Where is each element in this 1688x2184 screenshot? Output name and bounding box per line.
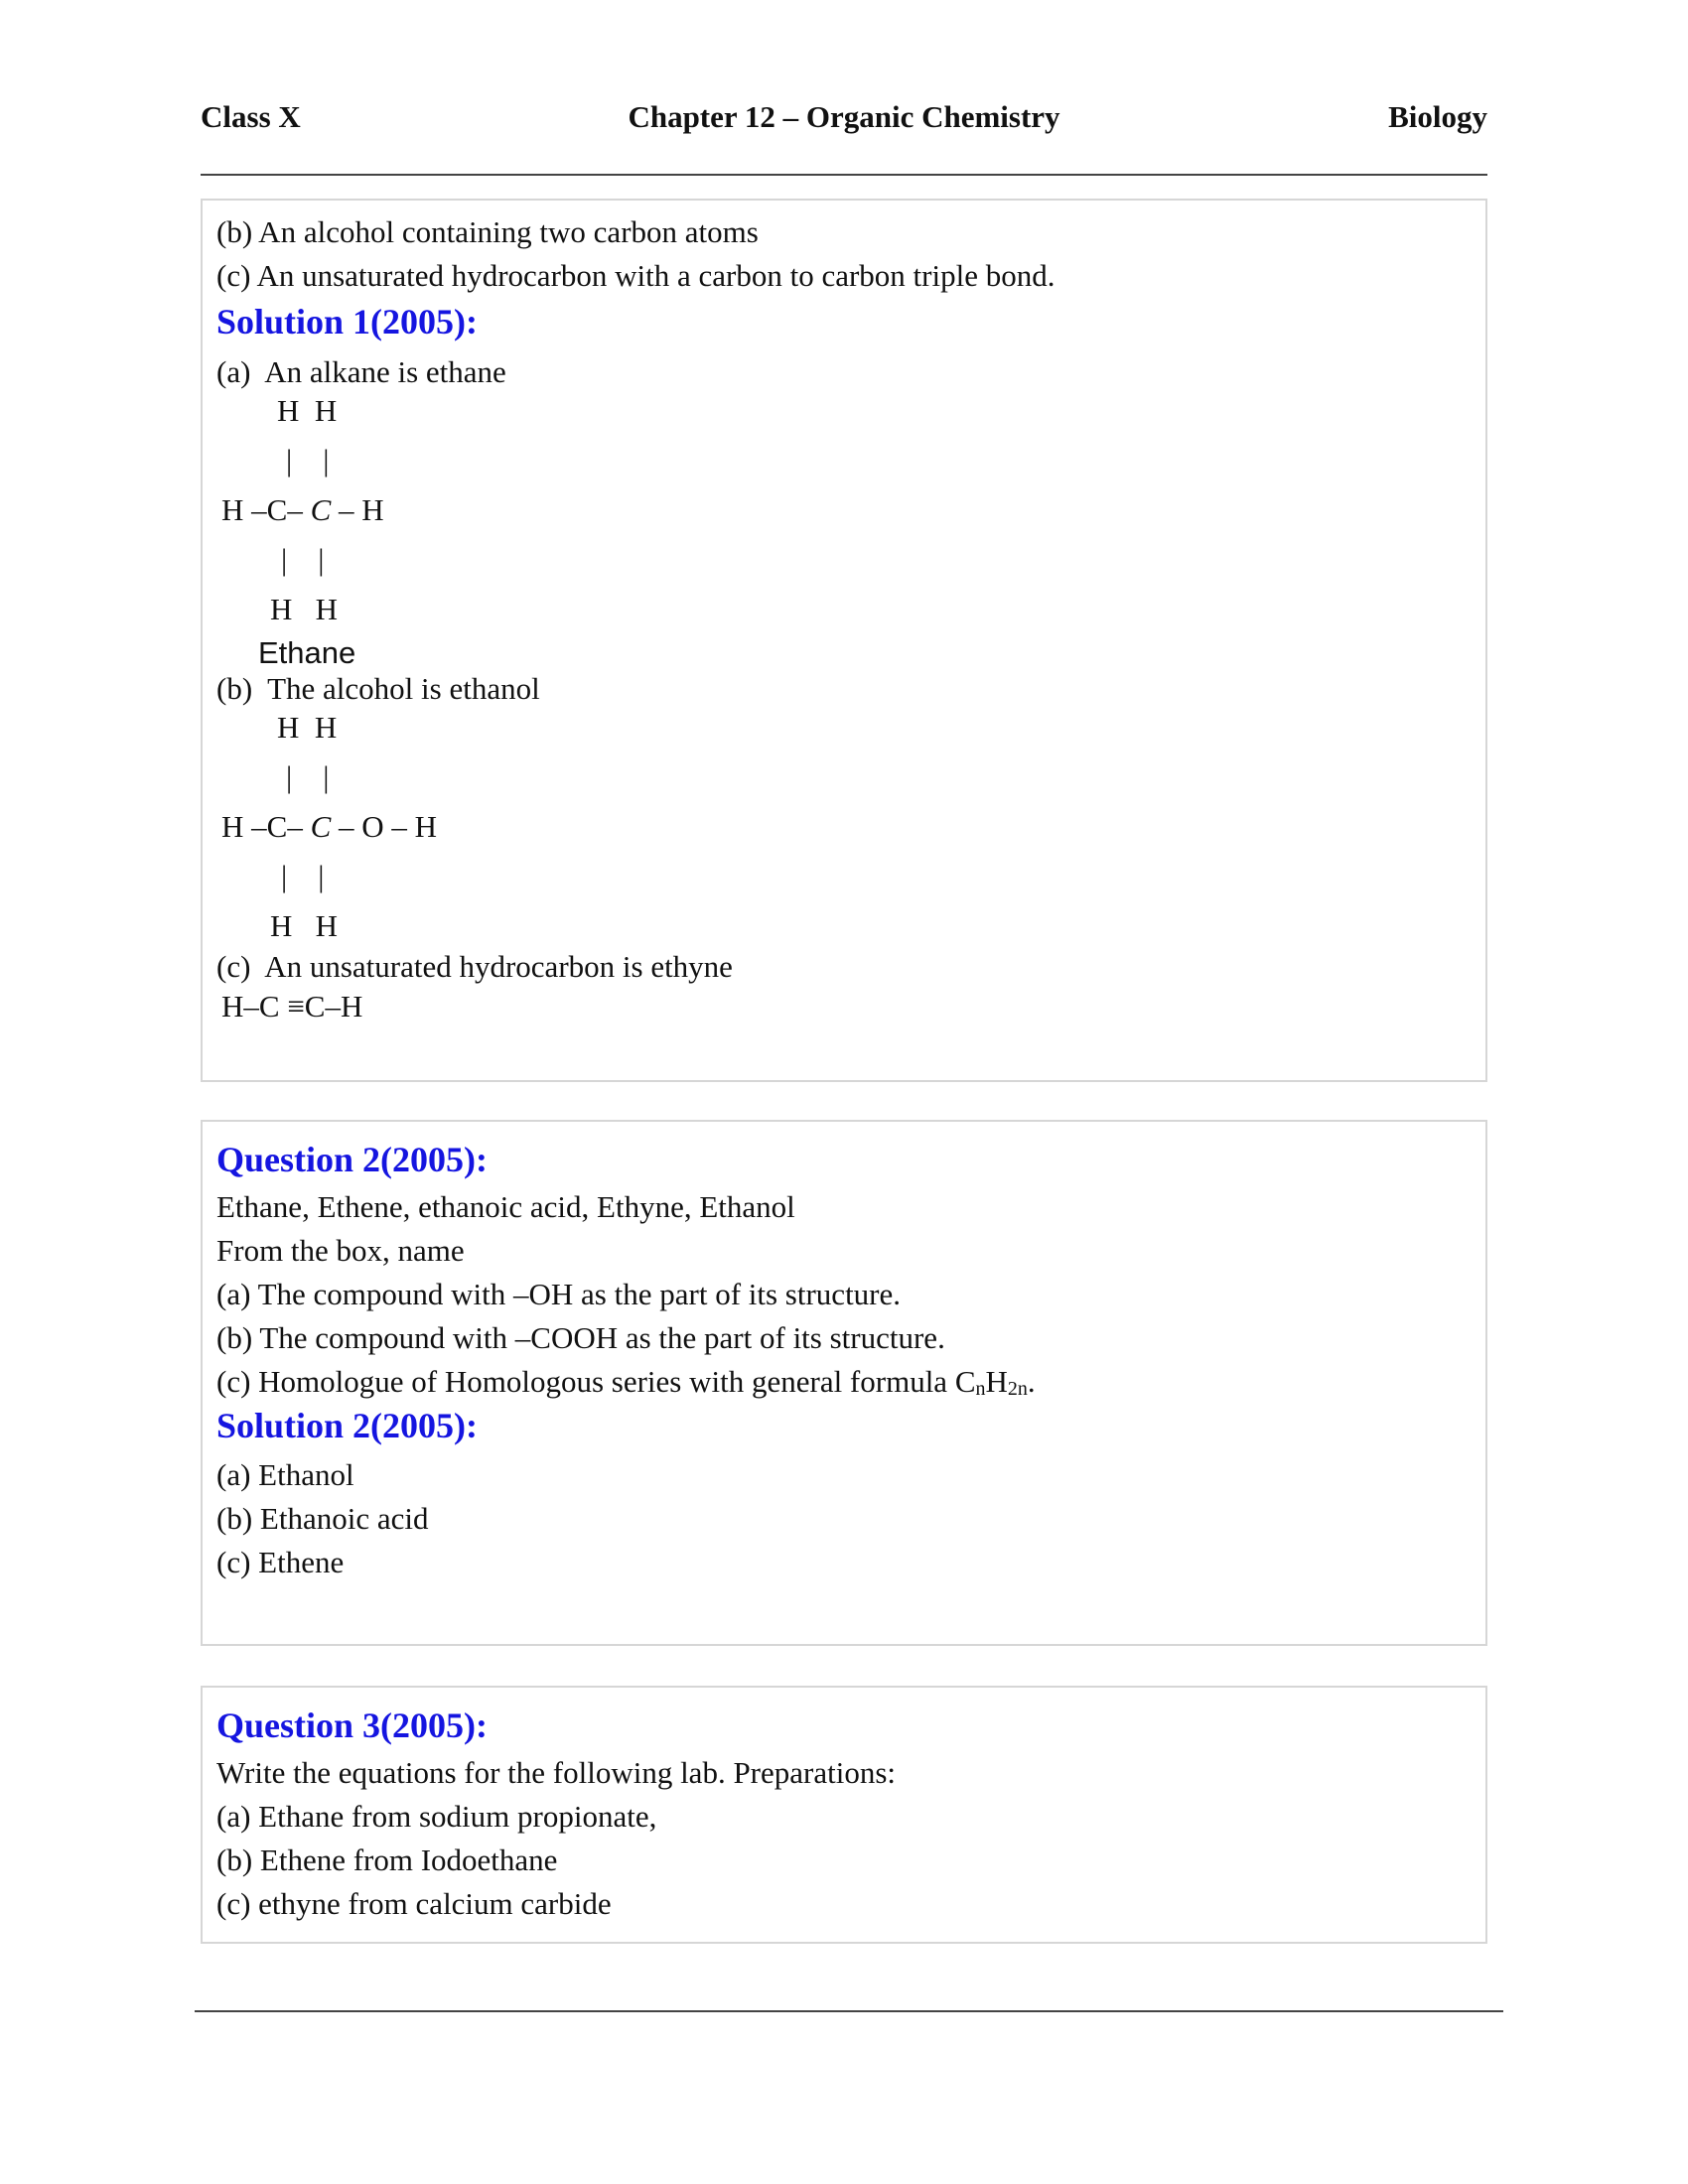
question-2-box [201, 1120, 1487, 1646]
header-rule [201, 174, 1487, 176]
question-2-part-c [216, 1366, 1036, 1399]
formula-period: . [1027, 1364, 1036, 1399]
formula-hydrogen: H [985, 1364, 1008, 1399]
solution-2-heading: Solution 2(2005): [216, 1406, 479, 1445]
solution-1-heading: Solution 1(2005): [216, 302, 479, 341]
solution-1-part-b: (b) The alcohol is ethanol [216, 671, 540, 706]
header-subject: Biology [1388, 99, 1487, 134]
ethanol-carbon-chain [221, 811, 437, 842]
question-2-heading: Question 2(2005): [216, 1140, 488, 1179]
question-3-box [201, 1686, 1487, 1944]
ethane-carbon-chain [221, 494, 384, 525]
ethanol-top-bonds: | | [286, 759, 330, 794]
question-3-part-c: (c) ethyne from calcium carbide [216, 1886, 612, 1921]
ethanol-bottom-bonds: | | [281, 859, 325, 893]
header-chapter-title: Chapter 12 – Organic Chemistry [628, 99, 1060, 134]
formula-subscript-2n: 2n [1007, 1378, 1028, 1400]
question-2-prompt: From the box, name [216, 1233, 465, 1268]
ethanol-top-hydrogens: H H [277, 710, 338, 745]
ethanol-bottom-hydrogens: H H [270, 908, 339, 943]
ethane-bottom-bonds: | | [281, 542, 325, 577]
solution-2-part-b: (b) Ethanoic acid [216, 1501, 429, 1536]
solution-1-part-a: (a) An alkane is ethane [216, 354, 506, 389]
question-3-part-a: (a) Ethane from sodium propionate, [216, 1799, 657, 1834]
ethanol-chain-right: – O – H [331, 809, 438, 844]
page-header [201, 99, 1487, 149]
ethyne-structure: H–C ≡C–H [221, 989, 363, 1024]
ethanol-chain-carbon: C [310, 809, 332, 844]
question-3-prompt: Write the equations for the following lab. Preparations: [216, 1755, 897, 1790]
ethane-caption: Ethane [258, 635, 356, 670]
question-1-box [201, 199, 1487, 1082]
formula-subscript-n: n [975, 1378, 986, 1400]
question-3-part-b: (b) Ethene from Iodoethane [216, 1843, 558, 1877]
question-1-part-b: (b) An alcohol containing two carbon atoms [216, 214, 759, 249]
footer-rule [195, 2010, 1503, 2012]
question-2-part-c-text: (c) Homologue of Homologous series with general formula C [216, 1364, 976, 1399]
ethane-chain-right: – H [331, 492, 384, 527]
ethane-top-hydrogens: H H [277, 393, 338, 428]
solution-2-part-c: (c) Ethene [216, 1545, 345, 1579]
solution-2-part-a: (a) Ethanol [216, 1457, 354, 1492]
ethanol-chain-left: H –C– [221, 809, 311, 844]
question-3-heading: Question 3(2005): [216, 1706, 488, 1745]
solution-1-part-c: (c) An unsaturated hydrocarbon is ethyne [216, 949, 733, 984]
ethane-top-bonds: | | [286, 443, 330, 478]
question-2-part-a: (a) The compound with –OH as the part of its structure. [216, 1277, 902, 1311]
question-2-part-b: (b) The compound with –COOH as the part of its structure. [216, 1320, 945, 1355]
header-class: Class X [201, 99, 301, 134]
question-2-compound-list: Ethane, Ethene, ethanoic acid, Ethyne, Ethanol [216, 1189, 795, 1224]
ethane-bottom-hydrogens: H H [270, 592, 339, 626]
ethane-chain-left: H –C– [221, 492, 311, 527]
question-1-part-c: (c) An unsaturated hydrocarbon with a carbon to carbon triple bond. [216, 258, 1055, 293]
ethane-chain-carbon: C [310, 492, 332, 527]
